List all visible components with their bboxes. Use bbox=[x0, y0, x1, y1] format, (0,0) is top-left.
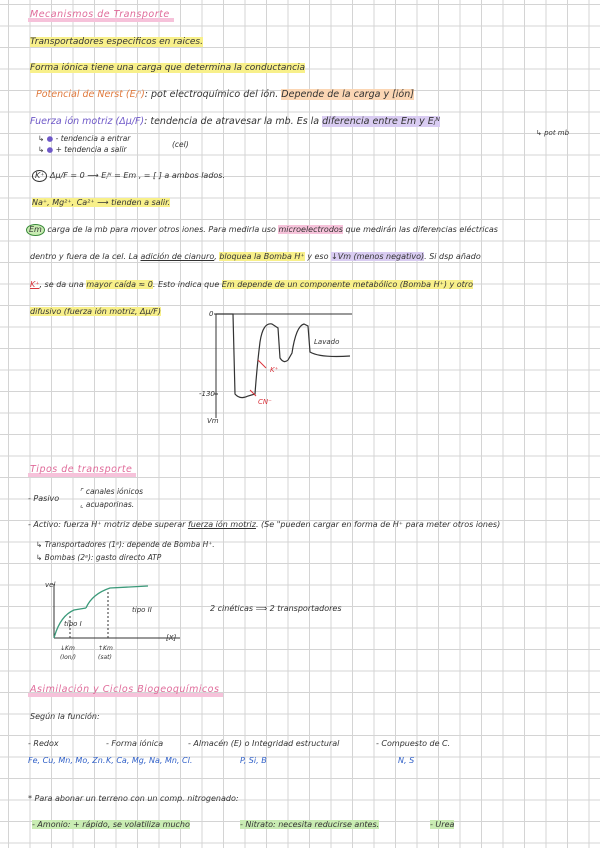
para-line-2: dentro y fuera de la cel. La adición de cianuro, bloquea la Bomba H⁺ y eso ↓Vm (menos negativo). Si dsp añado bbox=[30, 252, 481, 261]
graph2-x-label: [X] bbox=[166, 634, 177, 642]
graph1-arrows bbox=[244, 358, 274, 398]
segun-funcion: Según la función: bbox=[30, 712, 100, 721]
para-line-4: difusivo (fuerza ión motriz, Δμ/F) bbox=[30, 307, 161, 316]
graph2-km1: ↓Km (Ion/) bbox=[60, 645, 76, 661]
graph2-note: 2 cinéticas ⟹ 2 transportadores bbox=[210, 604, 342, 613]
elems-forma-ionica: K, Ca, Mg, Na, Mn, Cl. bbox=[106, 756, 193, 765]
graph1-zero: 0 bbox=[209, 310, 214, 318]
graph1-k-label: K⁺ bbox=[270, 366, 279, 374]
transportadores-line: ↳ Transportadores (1ᵃ): depende de Bomba H⁺. bbox=[36, 540, 215, 549]
cel-note: (cel) bbox=[172, 140, 189, 149]
na-line: Na⁺, Mg²⁺, Ca²⁺ ⟶ tienden a salir. bbox=[32, 198, 171, 207]
acuaporinas: ⌞ acuaporinas. bbox=[80, 500, 135, 509]
bombas-line: ↳ Bombas (2ᵃ): gasto directo ATP bbox=[36, 553, 162, 562]
cat-compuesto-c: - Compuesto de C. bbox=[376, 739, 451, 748]
graph1-cn-label: CN⁻ bbox=[258, 398, 272, 406]
graph1-y-label: Vm bbox=[207, 417, 219, 425]
cat-redox: - Redox bbox=[28, 739, 59, 748]
graph1-y-tick: -130 bbox=[199, 390, 215, 398]
graph2-km2: ↑Km (sat) bbox=[98, 645, 113, 661]
elems-compuesto-c: N, S bbox=[398, 756, 415, 765]
line-transportadores: Transportadores especificos en raices. bbox=[30, 37, 203, 47]
line-fuerza-ion-motriz: Fuerza ión motriz (Δμ/F): tendencia de atravesar la mb. Es la diferencia entre Em y Eⱼᴺ bbox=[30, 116, 440, 127]
vm-graph bbox=[200, 306, 370, 428]
line-forma-ionica: Forma iónica tiene una carga que determina la conductancia bbox=[30, 63, 306, 73]
elems-almacen: P, Si, B bbox=[240, 756, 267, 765]
elems-redox: Fe, Cu, Mn, Mo, Zn. bbox=[28, 756, 106, 765]
activo-line: - Activo: fuerza H⁺ motriz debe superar fuerza ión motriz. (Se "pueden cargar en forma de H⁺ para meter otros iones) bbox=[28, 520, 501, 529]
k-line: K⁺ Δμ/F = 0 ⟶ Eⱼᴺ = Em , = [ ] a ambos lados. bbox=[32, 170, 225, 182]
pasivo: - Pasivo bbox=[28, 494, 60, 503]
graph1-lavado: Lavado bbox=[314, 338, 340, 346]
graph2-tipo2: tipo II bbox=[132, 606, 152, 614]
abono-line: * Para abonar un terreno con un comp. nitrogenado: bbox=[28, 794, 239, 803]
line-nernst: Potencial de Nerst (Eⱼⁿ): pot electroquímico del ión. Depende de la carga y [ión] bbox=[36, 89, 414, 100]
urea: - Urea bbox=[430, 820, 455, 829]
tendencia-salir: ↳ ● + tendencia a salir bbox=[38, 145, 127, 154]
graph2-tipo1: tipo I bbox=[64, 620, 82, 628]
cat-forma-ionica: - Forma iónica bbox=[106, 739, 164, 748]
nitrato: - Nitrato: necesita reducirse antes. bbox=[240, 820, 380, 829]
section-title-mecanismos: Mecanismos de Transporte bbox=[30, 9, 170, 20]
tendencia-entrar: ↳ ● - tendencia a entrar bbox=[38, 134, 131, 143]
section-title-asimilacion: Asimilación y Ciclos Biogeoquímicos bbox=[30, 684, 220, 695]
para-line-3: K⁺, se da una mayor caída ≈ 0. Esto indica que Em depende de un componente metabólico (Bomba H⁺) y otro bbox=[30, 280, 473, 289]
cat-almacen: - Almacén (E) o Integridad estructural bbox=[188, 739, 340, 748]
para-line-1: Em carga de la mb para mover otros iones. Para medirla uso microelectrodos que medirán las diferencias eléctricas bbox=[26, 224, 498, 236]
pot-mb-note: ↳ pot mb bbox=[536, 129, 570, 137]
canales-ionicos: ⌜ canales iónicos bbox=[80, 487, 144, 496]
graph2-y-label: vel bbox=[45, 581, 56, 589]
amonio: - Amonio: + rápido, se volatiliza mucho bbox=[32, 820, 190, 829]
section-title-tipos: Tipos de transporte bbox=[30, 464, 133, 475]
